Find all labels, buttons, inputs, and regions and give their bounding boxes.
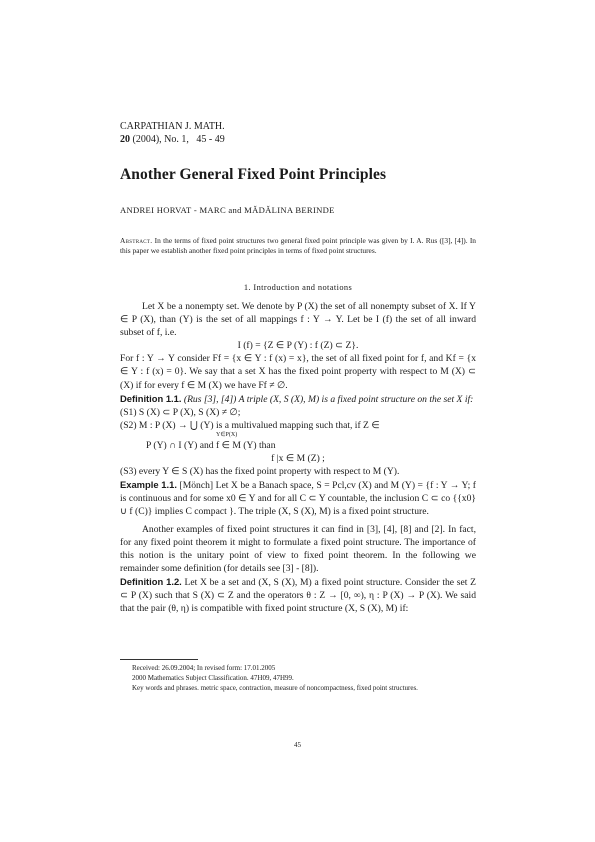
journal-header	[120, 120, 225, 146]
page-number: 45	[294, 741, 301, 749]
paragraph-fixed-point-set: For f : Y → Y consider Ff = {x ∈ Y : f (x) = x}, the set of all fixed point for f, and Kf = {x ∈ Y : f (x) = 0}. We say that a set X has the fixed point property with respect to M (X) ⊂ (X) if for every f ∈ M (X) we have Ff ≠ ∅.	[120, 353, 476, 391]
example-1-1-text: [Mönch] Let X be a Banach space, S = Pcl,cv (X) and M (Y) = {f : Y → Y; f is continuous and for some x0 ∈ Y and for all C ⊂ Y countable, the inclusion C ⊂ co {{x0} ∪ f (C)} implies C compact }. The triple (X, S (X), M) is a fixed point structure.	[120, 480, 477, 518]
definition-1-1	[120, 392, 476, 406]
paragraph-examples: Another examples of fixed point structures it can find in [3], [4], [8] and [2]. In fact, for any fixed point theorem it might to formulate a fixed point structure. The importance of this notion is the unitary point of view to fixed point theorem. In the following we remainder some definition (for details see [3] - [8]).	[120, 523, 476, 574]
paper-authors: ANDREI HORVAT - MARC and MĂDĂLINA BERINDE	[120, 205, 335, 215]
condition-s2: (S2) M : P (X) → ⋃ (Y) is a multivalued mapping such that, if Z ∈	[120, 419, 380, 431]
footnote-keywords: Key words and phrases. metric space, contraction, measure of noncompactness, fixed point structures.	[132, 684, 418, 692]
journal-issue: (2004), No. 1,	[132, 134, 189, 145]
condition-s3: (S3) every Y ∈ S (X) has the fixed point property with respect to M (Y).	[120, 466, 400, 478]
abstract	[120, 236, 476, 256]
footnote-msc: 2000 Mathematics Subject Classification. 47H09, 47H99.	[132, 674, 294, 682]
condition-s2-subscript: Y∈P(X)	[216, 431, 238, 438]
footnote-divider	[120, 659, 198, 660]
definition-1-1-text: (Rus [3], [4]) A triple (X, S (X), M) is a fixed point structure on the set X if:	[183, 393, 474, 405]
example-1-1-label: Example 1.1.	[120, 479, 177, 491]
definition-1-2-label: Definition 1.2.	[120, 575, 182, 587]
equation-restriction: f |x ∈ M (Z) ;	[271, 453, 325, 465]
abstract-text: In the terms of fixed point structures two general fixed point principle was given by I. A. Rus ([3], [4]). In this paper we establish another fixed point principles in terms of fixed point structures.	[120, 236, 476, 255]
equation-inward-set: I (f) = {Z ∈ P (Y) : f (Z) ⊂ Z}.	[237, 340, 359, 352]
journal-pages: 45 - 49	[196, 134, 225, 145]
example-1-1	[120, 478, 476, 518]
journal-name: CARPATHIAN J. MATH.	[120, 121, 225, 132]
condition-s1: (S1) S (X) ⊂ P (X), S (X) ≠ ∅;	[120, 406, 241, 418]
paper-body	[120, 300, 476, 615]
footnote-received: Received: 26.09.2004; In revised form: 17.01.2005	[132, 664, 276, 672]
definition-1-2-text: Let X be a set and (X, S (X), M) a fixed point structure. Consider the set Z ⊂ P (X) such that S (X) ⊂ Z and the operators θ : Z → [0, ∞), η : P (X) → P (X). We said that the pair (θ, η) is compatible with fixed point structure (X, S (X), M) if:	[120, 576, 476, 615]
definition-1-2	[120, 575, 476, 615]
footnotes	[120, 663, 476, 693]
paper-title: Another General Fixed Point Principles	[120, 166, 387, 183]
journal-citation	[120, 133, 225, 146]
paragraph-intro: Let X be a nonempty set. We denote by P (X) the set of all nonempty subset of X. If Y ∈ P (X), than (Y) is the set of all mappings f : Y → Y. Let be I (f) the set of all inward subset of f, i.e.	[120, 301, 476, 339]
definition-1-1-label: Definition 1.1.	[120, 392, 182, 404]
journal-volume: 20	[120, 134, 130, 145]
abstract-label: Abstract.	[120, 236, 153, 245]
condition-s2-continued: P (Y) ∩ I (Y) and f ∈ M (Y) than	[146, 439, 276, 451]
section-heading: 1. Introduction and notations	[243, 283, 353, 292]
